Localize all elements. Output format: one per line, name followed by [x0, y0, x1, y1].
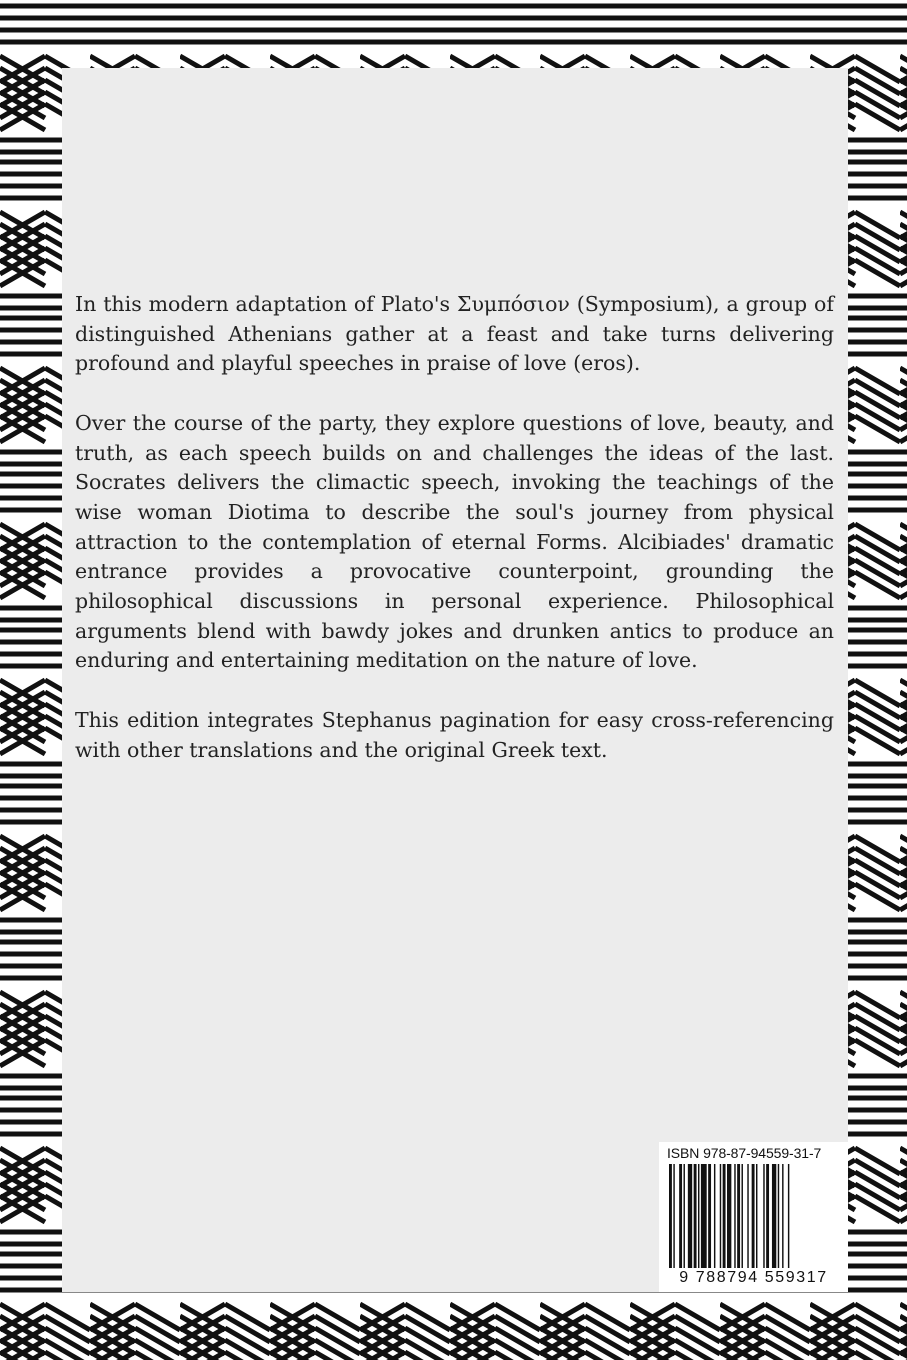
blurb-paragraph-intro: In this modern adaptation of Plato's Συμπόσιον (Symposium), a group of distinguished Athenians gather at a feast and take turns delivering profound and playful speeches in praise of love (eros). [75, 292, 834, 376]
blurb-paragraph-edition: This edition integrates Stephanus pagination for easy cross-referencing with other translations and the original Greek text. [75, 707, 834, 762]
blurb [75, 290, 834, 795]
blurb-paragraph-summary: Over the course of the party, they explore questions of love, beauty, and truth, as each speech builds on and challenges the ideas of the last. Socrates delivers the climactic speech, invoking the teachings of the wise woman Diotima to describe the soul's journey from physical attraction to the contemplation of eternal Forms. Alcibiades' dramatic entrance provides a provocative counterpoint, grounding the philosophical discussions in personal experience. Philosophical arguments blend with bawdy jokes and drunken antics to produce an enduring and entertaining meditation on the nature of love. [75, 410, 834, 673]
isbn-barcode-block [659, 1142, 848, 1292]
barcode-icon [669, 1164, 839, 1268]
barcode-digits: 9 788794 559317 [679, 1269, 828, 1286]
isbn-label: ISBN 978-87-94559-31-7 [667, 1145, 822, 1161]
